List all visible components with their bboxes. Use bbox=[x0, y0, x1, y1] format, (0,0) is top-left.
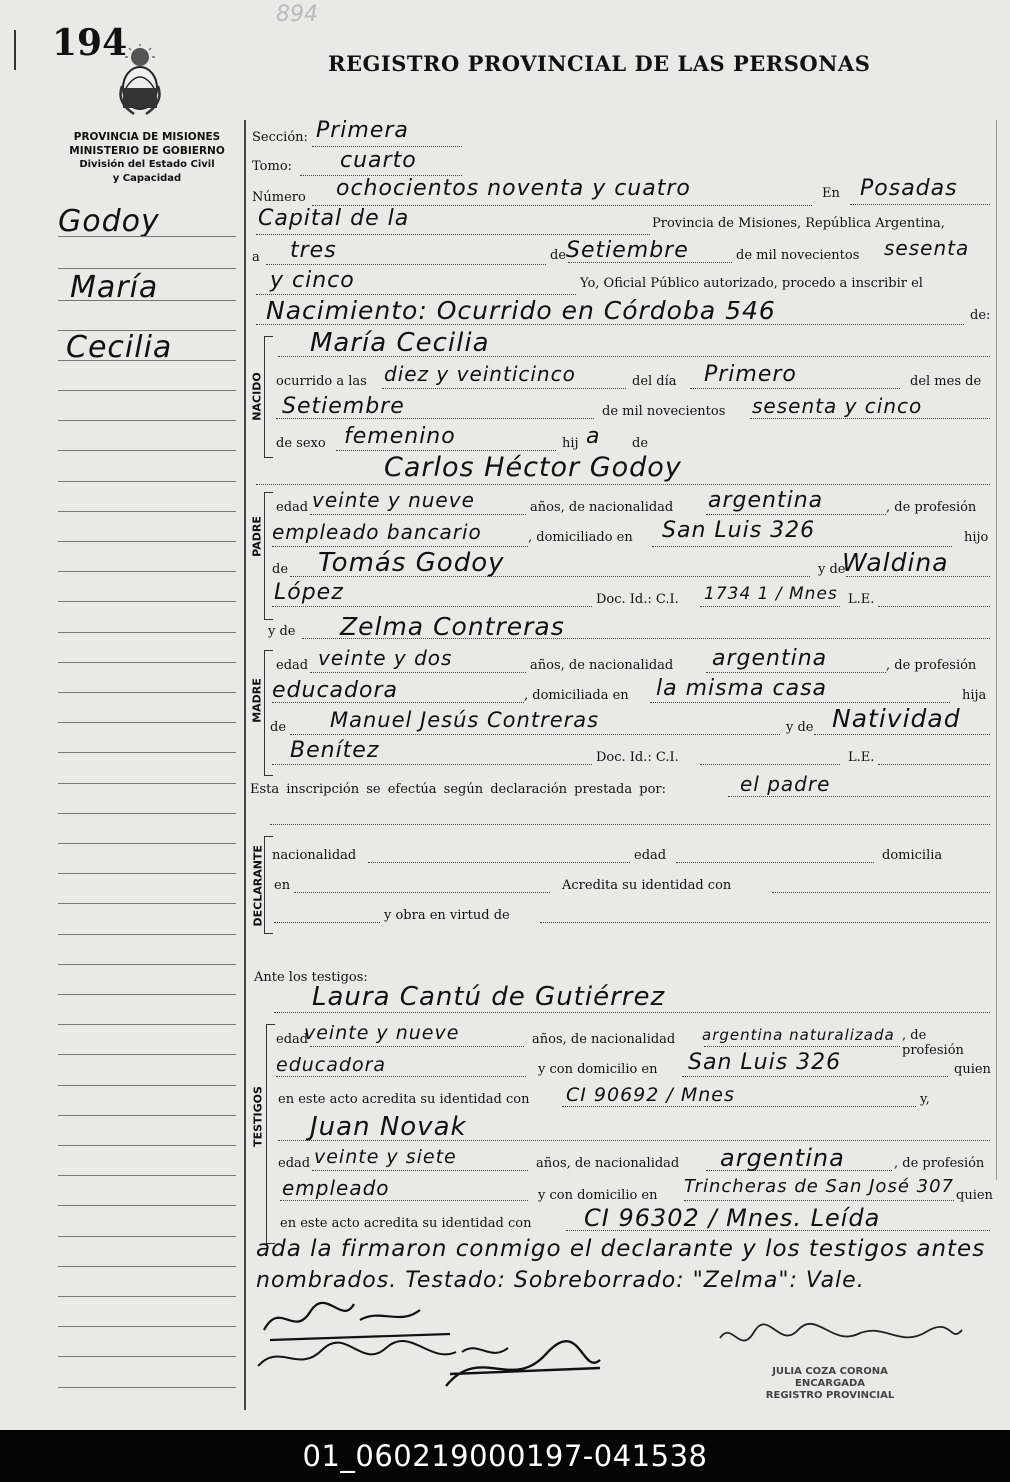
value-testigo1-nacionalidad: argentina naturalizada bbox=[702, 1026, 895, 1044]
value-madre-madre-cont: Benítez bbox=[290, 738, 380, 763]
margin-rule bbox=[58, 1387, 236, 1388]
value-padre-profesion: empleado bancario bbox=[272, 520, 482, 544]
label-anos-nac-t1: años, de nacionalidad bbox=[532, 1032, 676, 1047]
label-hijo: hijo bbox=[964, 530, 989, 545]
label-doc-id-madre: Doc. Id.: C.I. bbox=[596, 750, 679, 765]
margin-rule bbox=[58, 722, 236, 723]
margin-rule bbox=[58, 692, 236, 693]
margin-rule bbox=[58, 541, 236, 542]
scan-identifier: 01_060219000197-041538 bbox=[0, 1430, 1010, 1482]
label-profesion-t2: , de profesión bbox=[894, 1156, 985, 1171]
margin-rule bbox=[58, 1326, 236, 1327]
label-anos-nac-t2: años, de nacionalidad bbox=[536, 1156, 680, 1171]
stamp-line-1: JULIA COZA CORONA bbox=[772, 1366, 888, 1377]
margin-rule bbox=[58, 1236, 236, 1237]
margin-rule bbox=[58, 360, 236, 361]
value-anio: sesenta bbox=[884, 236, 970, 260]
margin-rule bbox=[58, 1024, 236, 1025]
label-y-comma: y, bbox=[920, 1092, 930, 1107]
label-quien-t2: quien bbox=[956, 1188, 993, 1203]
signature-4 bbox=[720, 1324, 962, 1341]
margin-rule bbox=[58, 571, 236, 572]
label-quien-t1: quien bbox=[954, 1062, 991, 1077]
label-de-madre: de bbox=[270, 720, 287, 735]
label-en-decl: en bbox=[274, 878, 291, 893]
corner-note: 894 bbox=[276, 2, 318, 27]
signature-1 bbox=[264, 1303, 450, 1340]
label-del-dia: del día bbox=[632, 374, 677, 389]
label-edad-t2: edad bbox=[278, 1156, 311, 1171]
label-profesion-padre: , de profesión bbox=[886, 500, 977, 515]
label-y-de-padre: y de bbox=[818, 562, 846, 577]
org-capacity: y Capacidad bbox=[112, 173, 182, 184]
label-le-padre: L.E. bbox=[848, 592, 875, 607]
label-edad-madre: edad bbox=[276, 658, 309, 673]
value-tomo: cuarto bbox=[340, 148, 417, 173]
margin-surname: Godoy bbox=[58, 204, 160, 239]
label-doc-id-padre: Doc. Id.: C.I. bbox=[596, 592, 679, 607]
section-nacido: NACIDO bbox=[250, 372, 264, 421]
margin-rule bbox=[58, 903, 236, 904]
value-testigo2-nombre: Juan Novak bbox=[310, 1112, 467, 1142]
value-madre-nombre: Zelma Contreras bbox=[340, 612, 565, 641]
label-numero: Número bbox=[252, 190, 306, 205]
value-padre-padre: Tomás Godoy bbox=[318, 548, 505, 578]
stamp-line-3: REGISTRO PROVINCIAL bbox=[765, 1390, 895, 1401]
label-de: de bbox=[550, 248, 567, 263]
margin-rule bbox=[58, 511, 236, 512]
page-number: 194 bbox=[52, 22, 128, 64]
padre-bracket bbox=[264, 492, 273, 620]
label-esta-inscripcion: Esta inscripción se efectúa según declaración prestada por: bbox=[250, 782, 666, 797]
label-nacionalidad-decl: nacionalidad bbox=[272, 848, 357, 863]
margin-rule bbox=[58, 994, 236, 995]
nacido-bracket bbox=[264, 336, 273, 458]
value-en: Posadas bbox=[860, 176, 958, 201]
label-profesion-t1: , de profesión bbox=[902, 1028, 964, 1058]
value-testigo2-edad: veinte y siete bbox=[314, 1146, 457, 1168]
closing-line-1: ada la firmaron conmigo el declarante y los testigos antes bbox=[256, 1236, 986, 1262]
label-edad-decl: edad bbox=[634, 848, 667, 863]
value-padre-madre: Waldina bbox=[842, 548, 949, 577]
value-testigo2-nacionalidad: argentina bbox=[720, 1144, 845, 1172]
margin-rule bbox=[58, 843, 236, 844]
label-edad-t1: edad bbox=[276, 1032, 309, 1047]
value-mes-nac: Setiembre bbox=[282, 394, 405, 419]
label-domiciliado: , domiciliado en bbox=[528, 530, 633, 545]
label-domiciliada: , domiciliada en bbox=[524, 688, 629, 703]
value-madre-nacionalidad: argentina bbox=[712, 646, 828, 671]
value-inscribir: Nacimiento: Ocurrido en Córdoba 546 bbox=[266, 296, 776, 325]
margin-rule bbox=[58, 1115, 236, 1116]
margin-rule bbox=[58, 662, 236, 663]
margin-rule bbox=[58, 873, 236, 874]
org-province: PROVINCIA DE MISIONES bbox=[73, 131, 221, 143]
label-a: a bbox=[252, 250, 260, 265]
margin-divider bbox=[244, 120, 246, 1410]
margin-rule bbox=[58, 450, 236, 451]
value-madre-madre: Natividad bbox=[832, 704, 961, 733]
label-y-de-madre: y de bbox=[786, 720, 814, 735]
label-en: En bbox=[822, 186, 840, 201]
value-seccion: Primera bbox=[316, 118, 409, 143]
margin-rule bbox=[58, 632, 236, 633]
label-de-colon: de: bbox=[970, 308, 991, 323]
madre-bracket bbox=[264, 650, 273, 776]
stamp-line-2: ENCARGADA bbox=[795, 1378, 865, 1389]
value-testigo1-ci: CI 90692 / Mnes bbox=[566, 1084, 735, 1106]
label-provincia: Provincia de Misiones, República Argentina, bbox=[652, 216, 945, 231]
label-ante-testigos: Ante los testigos: bbox=[254, 970, 368, 985]
margin-rule bbox=[58, 420, 236, 421]
value-mes: Setiembre bbox=[566, 238, 689, 263]
value-testigo2-domicilio: Trincheras de San José 307 bbox=[684, 1176, 954, 1197]
value-anio-nac: sesenta y cinco bbox=[752, 394, 923, 418]
label-anos-nac-padre: años, de nacionalidad bbox=[530, 500, 674, 515]
label-profesion-madre: , de profesión bbox=[886, 658, 977, 673]
label-y-obra: y obra en virtud de bbox=[384, 908, 510, 923]
value-nombre: María Cecilia bbox=[310, 328, 490, 358]
label-anos-nac-madre: años, de nacionalidad bbox=[530, 658, 674, 673]
value-anio-cont: y cinco bbox=[270, 268, 355, 293]
label-seccion: Sección: bbox=[252, 130, 308, 145]
label-y-de-madre-line: y de bbox=[268, 624, 296, 639]
value-testigo1-profesion: educadora bbox=[276, 1054, 387, 1076]
coat-of-arms-seal bbox=[112, 44, 168, 120]
margin-rule bbox=[58, 1054, 236, 1055]
label-de-mil-2: de mil novecientos bbox=[602, 404, 726, 419]
margin-given-name-1: María bbox=[70, 270, 159, 305]
value-padre-domicilio: San Luis 326 bbox=[662, 518, 816, 543]
margin-rule bbox=[58, 752, 236, 753]
value-madre-padre: Manuel Jesús Contreras bbox=[330, 708, 600, 732]
label-domicilio-t2: y con domicilio en bbox=[538, 1188, 658, 1203]
registry-title: REGISTRO PROVINCIAL DE LAS PERSONAS bbox=[328, 51, 871, 76]
signature-2 bbox=[258, 1341, 508, 1366]
label-en-este-acto-t2: en este acto acredita su identidad con bbox=[280, 1216, 532, 1231]
value-testigo1-domicilio: San Luis 326 bbox=[688, 1050, 842, 1075]
label-le-madre: L.E. bbox=[848, 750, 875, 765]
value-padre-ci: 1734 1 / Mnes bbox=[704, 584, 838, 604]
margin-rule bbox=[58, 1145, 236, 1146]
label-edad-padre: edad bbox=[276, 500, 309, 515]
label-de-3: de bbox=[272, 562, 289, 577]
margin-rule bbox=[58, 330, 236, 331]
value-dia: tres bbox=[290, 238, 337, 263]
section-padre: PADRE bbox=[250, 516, 264, 557]
label-yo: Yo, Oficial Público autorizado, procedo a inscribir el bbox=[580, 276, 923, 291]
margin-rule bbox=[58, 1266, 236, 1267]
margin-rule bbox=[58, 1356, 236, 1357]
label-de-mil: de mil novecientos bbox=[736, 248, 860, 263]
signatures bbox=[250, 1290, 980, 1430]
label-acredita: Acredita su identidad con bbox=[562, 878, 732, 893]
section-testigos: TESTIGOS bbox=[251, 1086, 265, 1147]
margin-rule bbox=[58, 601, 236, 602]
official-stamp bbox=[740, 1366, 920, 1402]
label-hija: hija bbox=[962, 688, 987, 703]
margin-rule bbox=[58, 236, 236, 237]
binding-mark bbox=[14, 30, 28, 70]
value-padre-nacionalidad: argentina bbox=[708, 488, 824, 513]
label-de-2: de bbox=[632, 436, 649, 451]
org-division: División del Estado Civil bbox=[79, 159, 215, 170]
label-del-mes: del mes de bbox=[910, 374, 982, 389]
value-declaracion-por: el padre bbox=[740, 772, 831, 796]
value-padre-nombre: Carlos Héctor Godoy bbox=[384, 452, 682, 483]
label-domicilio-t1: y con domicilio en bbox=[538, 1062, 658, 1077]
label-en-este-acto-t1: en este acto acredita su identidad con bbox=[278, 1092, 530, 1107]
value-madre-profesion: educadora bbox=[272, 678, 398, 703]
section-declarante: DECLARANTE bbox=[251, 845, 265, 927]
value-testigo2-ci: CI 96302 / Mnes. Leída bbox=[584, 1204, 881, 1232]
value-madre-domicilio: la misma casa bbox=[656, 676, 828, 701]
margin-rule bbox=[58, 390, 236, 391]
margin-rule bbox=[58, 934, 236, 935]
value-en-cont: Capital de la bbox=[258, 206, 410, 231]
margin-rule bbox=[58, 481, 236, 482]
label-hij: hij bbox=[562, 436, 579, 451]
margin-rule bbox=[58, 1296, 236, 1297]
margin-rule bbox=[58, 268, 236, 269]
value-testigo2-profesion: empleado bbox=[282, 1176, 390, 1200]
value-madre-edad: veinte y dos bbox=[318, 646, 453, 670]
label-ocurrido: ocurrido a las bbox=[276, 374, 367, 389]
right-border bbox=[996, 120, 997, 1180]
margin-rule bbox=[58, 783, 236, 784]
issuing-office bbox=[50, 130, 244, 186]
org-ministry: MINISTERIO DE GOBIERNO bbox=[69, 145, 225, 157]
value-sexo: femenino bbox=[344, 424, 456, 449]
value-testigo1-nombre: Laura Cantú de Gutiérrez bbox=[312, 982, 666, 1012]
margin-rule bbox=[58, 1205, 236, 1206]
value-padre-edad: veinte y nueve bbox=[312, 488, 475, 512]
value-numero: ochocientos noventa y cuatro bbox=[336, 176, 691, 201]
value-hora: diez y veinticinco bbox=[384, 362, 576, 386]
section-madre: MADRE bbox=[250, 678, 264, 723]
label-tomo: Tomo: bbox=[252, 159, 293, 174]
value-hij-suffix: a bbox=[586, 424, 601, 449]
testigos-bracket bbox=[266, 1024, 275, 1244]
label-domicilia-decl: domicilia bbox=[882, 848, 943, 863]
margin-rule bbox=[58, 1175, 236, 1176]
value-dia-nac: Primero bbox=[704, 362, 797, 387]
margin-rule bbox=[58, 964, 236, 965]
label-de-sexo: de sexo bbox=[276, 436, 326, 451]
margin-rule bbox=[58, 813, 236, 814]
margin-rule bbox=[58, 1085, 236, 1086]
margin-rule bbox=[58, 300, 236, 301]
closing-line-2: nombrados. Testado: Sobreborrado: "Zelma": Vale. bbox=[256, 1268, 865, 1293]
value-testigo1-edad: veinte y nueve bbox=[304, 1022, 460, 1044]
value-padre-madre-cont: López bbox=[274, 580, 344, 605]
margin-given-name-2: Cecilia bbox=[66, 330, 173, 365]
